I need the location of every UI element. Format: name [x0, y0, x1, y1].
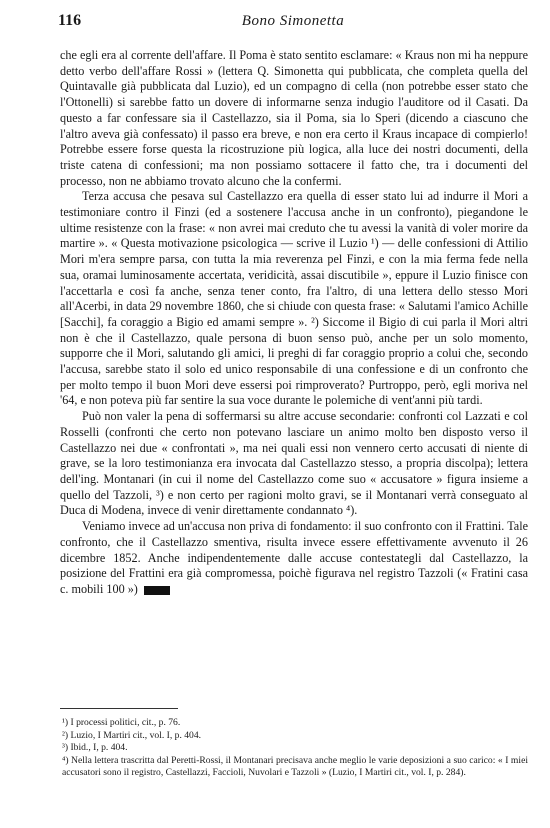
footnote: ²) Luzio, I Martiri cit., vol. I, p. 404. — [62, 729, 202, 741]
paragraph — [60, 519, 528, 598]
redaction-mark — [144, 586, 170, 595]
footnotes — [62, 717, 528, 780]
paragraph-text: Veniamo invece ad un'accusa non priva di fondamento: il suo confronto con il Frattini. Tale confronto, che il Castellazzo smentiva, risulta invece essere effettivamente avvenuto il 26 dicembre 1852. Anche indipendentemente dalle accuse contestategli dal Castellazzo, la posizione del Frattini era già compromessa, poichè figurava nel registro Tazzoli (« Fratini casa c. mobili 100 ») — [60, 519, 528, 596]
main-text — [60, 48, 528, 598]
footnote: ³) Ibid., I, p. 404. — [62, 742, 128, 754]
page-number: 116 — [58, 12, 82, 29]
page-header — [58, 12, 528, 34]
footnote: ⁴) Nella lettera trascritta dal Peretti-Rossi, il Montanari precisava anche meglio le varie deposizioni a suo carico: « I miei accusatori sono il registro, Castellazzi, Faccioli, Nuvolari e Tazzoli » (Luzio, I Martiri cit., vol. I, p. 284). — [62, 754, 528, 779]
paragraph: Può non valer la pena di soffermarsi su altre accuse secondarie: confronti col Lazzati e col Rosselli (confronti che certo non potevano lasciare un animo molto ben disposto verso il Castellazzo nei due « confrontati », ma nei quali essi non vennero certo accusati di niente di grave, se la loro testimonianza era invocata dal Castellazzo stesso, a propria discolpa); lettera dell'ing. Montanari (in cui il nome del Castellazzo come suo « accusatore » figura insieme a quello del Tazzoli, ³) e non certo per ragioni molto gravi, se il Montanari verrà conseguato al Duca di Modena, invece di venir direttamente condannato ⁴). — [60, 409, 528, 518]
footnote-divider — [60, 708, 178, 709]
paragraph: che egli era al corrente dell'affare. Il Poma è stato sentito esclamare: « Kraus non mi ha neppure detto verbo dell'affare Rossi » (lettera Q. Simonetta qui pubblicata, che completa quella del Quintavalle già pubblicata dal Luzio), ed un compagno di cella (non potrebbe esser stato che l'Ottonelli) si sarebbe fatto un dovere di informarne senza indugio l'auditore od il Casati. Da questo a far confessare sia il Castellazzo, sia il Poma, sia lo Speri (dicendo a ciascuno che l'altro aveva già confessato) il passo era breve, e non era certo il Kraus incapace di compierlo! Potrebbe essere forse questa la ricostruzione più logica, alla luce dei nostri documenti, della triste catena di confessioni; ma non possiamo sottacere il fatto che, tra i documenti del processo, non ne abbiamo trovato alcuno che la confermi. — [60, 48, 528, 188]
running-head: Bono Simonetta — [241, 13, 345, 29]
footnote: ¹) I processi politici, cit., p. 76. — [62, 717, 181, 728]
paragraph: Terza accusa che pesava sul Castellazzo era quella di esser stato lui ad indurre il Mori a testimoniare contro il Finzi (ed a sostenere l'accusa anche in un confronto), piegandone le ultime resistenze con la frase: « non avrei mai creduto che tu avessi la vanità di voler morire da martire ». « Questa motivazione psicologica — scrive il Luzio ¹) — delle confessioni di Attilio Mori m'era sempre parsa, con tutta la mia reverenza pel Finzi, e con la mia ferma fede nella sua, oramai luminosamente accertata, veridicità, assai discutibile », eppure il Luzio finisce con l'accettarla e così fa anche, senza tener conto, fra l'altro, di una lettera dello stesso Mori all'Acerbi, in data 29 novembre 1860, che si chiude con questa frase: « Salutami l'amico Achille [Sacchi], fa coraggio a Bigio ed amami sempre ». ²) Siccome il Bigio di cui parla il Mori altri non è che il Castellazzo, quale persona di buon senso può, anche per un solo momento, supporre che il Mori, salutando gli amici, li preghi di far coraggio proprio a colui che, secondo l'accusa, sarebbe stato il solo ed unico responsabile di una confessione e di un confronto che per molto tempo il buon Mori deve essersi poi rimproverato? Purtroppo, però, egli moriva nel '64, e non poteva più far sentire la sua voce durante le polemiche di vent'anni più tardi. — [60, 189, 528, 408]
